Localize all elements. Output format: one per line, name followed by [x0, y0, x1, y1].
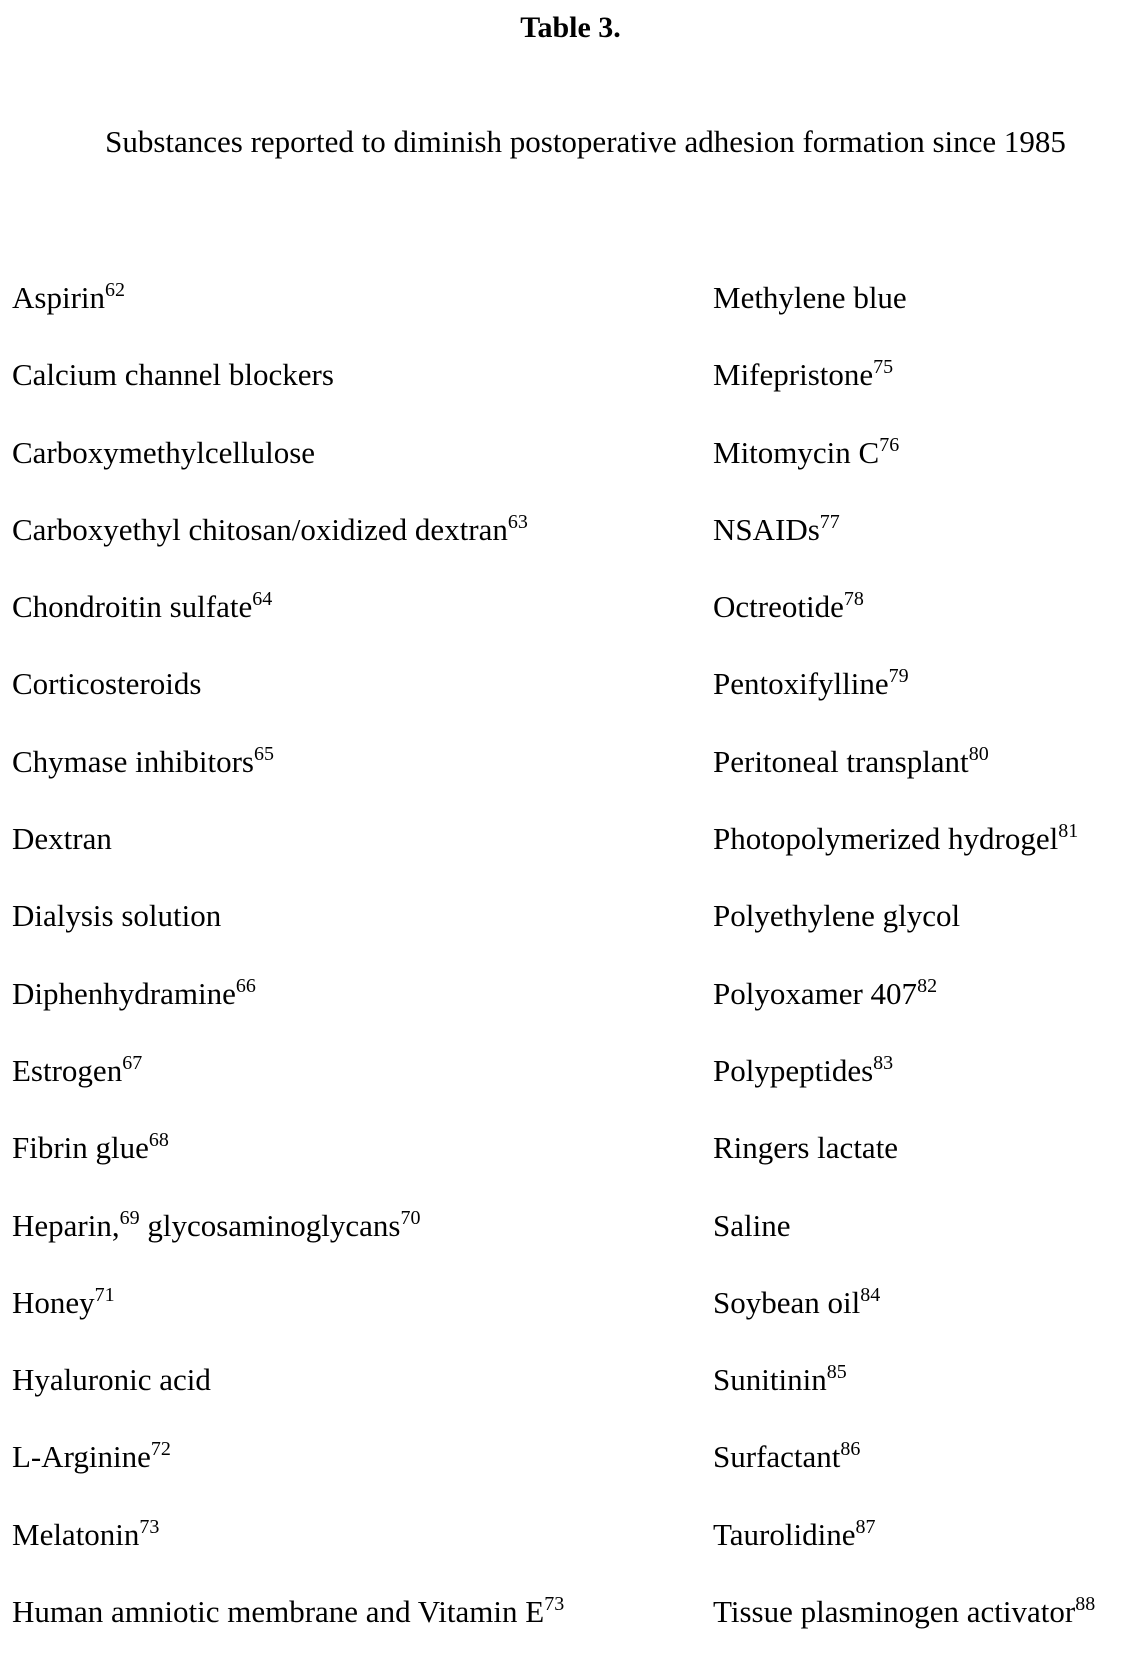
substance-name: Polyoxamer 407 [713, 975, 918, 1011]
substance-item [12, 742, 564, 819]
substance-name: Diphenhydramine [12, 975, 236, 1011]
reference-number: 65 [253, 742, 274, 765]
reference-number: 81 [1058, 820, 1079, 843]
substance-name: glycosaminoglycans [139, 1207, 401, 1243]
substance-item [713, 510, 1095, 587]
right-column-list [713, 278, 1095, 1669]
substance-name: Fibrin glue [12, 1130, 149, 1166]
reference-number: 86 [840, 1438, 861, 1461]
substance-name: Carboxymethylcellulose [12, 434, 316, 470]
substance-item [713, 587, 1095, 664]
substance-item [12, 278, 564, 355]
substance-item [713, 1515, 1095, 1592]
substance-item [713, 1206, 1095, 1283]
reference-number: 72 [150, 1438, 171, 1461]
reference-number: 71 [94, 1283, 115, 1306]
substance-item [12, 355, 564, 432]
substance-name: Taurolidine [713, 1516, 856, 1552]
substance-item [713, 819, 1095, 896]
substance-item [713, 1128, 1095, 1205]
substance-item [713, 1051, 1095, 1128]
substance-item [713, 1283, 1095, 1360]
substance-name: Tissue plasminogen activator [713, 1594, 1076, 1630]
substance-name: Hyaluronic acid [12, 1362, 211, 1398]
substance-item [12, 1592, 564, 1669]
substance-name: Melatonin [12, 1516, 140, 1552]
substance-item [12, 1128, 564, 1205]
reference-number: 78 [843, 588, 864, 611]
reference-number: 63 [507, 510, 528, 533]
substance-item [713, 278, 1095, 355]
substance-name: Saline [713, 1207, 791, 1243]
substance-name: Sunitinin [713, 1362, 827, 1398]
substance-item [12, 896, 564, 973]
reference-number: 69 [119, 1206, 140, 1229]
substance-name: Human amniotic membrane and Vitamin E [12, 1594, 545, 1630]
substance-name: Pentoxifylline [713, 666, 889, 702]
substance-name: Soybean oil [713, 1284, 861, 1320]
substance-name: Peritoneal transplant [713, 743, 969, 779]
substance-item [12, 1206, 564, 1283]
substance-item [12, 1051, 564, 1128]
substance-item [12, 1360, 564, 1437]
reference-number: 75 [873, 356, 894, 379]
reference-number: 77 [819, 510, 840, 533]
substance-name: Honey [12, 1284, 95, 1320]
substance-name: Chondroitin sulfate [12, 589, 253, 625]
substance-item [12, 819, 564, 896]
substance-item [12, 1515, 564, 1592]
reference-number: 80 [968, 742, 989, 765]
table-caption: Substances reported to diminish postoperative adhesion formation since 1985 [105, 124, 1066, 159]
reference-number: 68 [148, 1129, 169, 1152]
substance-name: NSAIDs [713, 511, 820, 547]
reference-number: 76 [879, 433, 900, 456]
substance-name: Mifepristone [713, 357, 874, 393]
reference-number: 70 [400, 1206, 421, 1229]
reference-number: 62 [105, 279, 125, 301]
reference-number: 64 [252, 588, 273, 611]
reference-number: 83 [873, 1051, 894, 1074]
reference-number: 87 [855, 1515, 876, 1538]
substance-name: Polypeptides [713, 1052, 874, 1088]
substance-name: Mitomycin C [713, 434, 880, 470]
reference-number: 73 [544, 1593, 565, 1616]
reference-number: 79 [888, 665, 909, 688]
substance-name: Calcium channel blockers [12, 357, 334, 393]
substance-item [12, 510, 564, 587]
substance-item [12, 433, 564, 510]
substance-item [12, 587, 564, 664]
left-column-list [12, 278, 564, 1669]
substance-name: L-Arginine [12, 1439, 151, 1475]
reference-number: 85 [826, 1361, 847, 1384]
substance-item [12, 664, 564, 741]
substance-name: Dialysis solution [12, 898, 222, 934]
substance-name: Corticosteroids [12, 666, 202, 702]
substance-name: Octreotide [713, 589, 844, 625]
substance-name: Aspirin [12, 280, 105, 315]
reference-number: 82 [917, 974, 938, 997]
reference-number: 84 [860, 1283, 881, 1306]
substance-name: Polyethylene glycol [713, 898, 961, 934]
substance-name: Chymase inhibitors [12, 743, 254, 779]
substance-name: Surfactant [713, 1439, 841, 1475]
substance-item [713, 974, 1095, 1051]
substance-name: Methylene blue [713, 280, 907, 315]
substance-item [713, 1592, 1095, 1669]
substance-item [713, 355, 1095, 432]
reference-number: 88 [1075, 1593, 1096, 1616]
substance-item [713, 896, 1095, 973]
substance-item [12, 1437, 564, 1514]
substance-name: Heparin, [12, 1207, 120, 1243]
substance-name: Photopolymerized hydrogel [713, 821, 1059, 857]
substance-item [713, 664, 1095, 741]
substance-name: Estrogen [12, 1052, 123, 1088]
substance-name: Ringers lactate [713, 1130, 899, 1166]
table-title: Table 3. [520, 11, 621, 44]
substance-item [713, 1360, 1095, 1437]
substance-item [12, 1283, 564, 1360]
substance-name: Dextran [12, 821, 112, 857]
substance-item [713, 742, 1095, 819]
reference-number: 66 [235, 974, 256, 997]
substance-name: Carboxyethyl chitosan/oxidized dextran [12, 511, 508, 547]
reference-number: 73 [139, 1515, 160, 1538]
substance-item [713, 1437, 1095, 1514]
substance-item [12, 974, 564, 1051]
reference-number: 67 [122, 1051, 143, 1074]
substance-item [713, 433, 1095, 510]
